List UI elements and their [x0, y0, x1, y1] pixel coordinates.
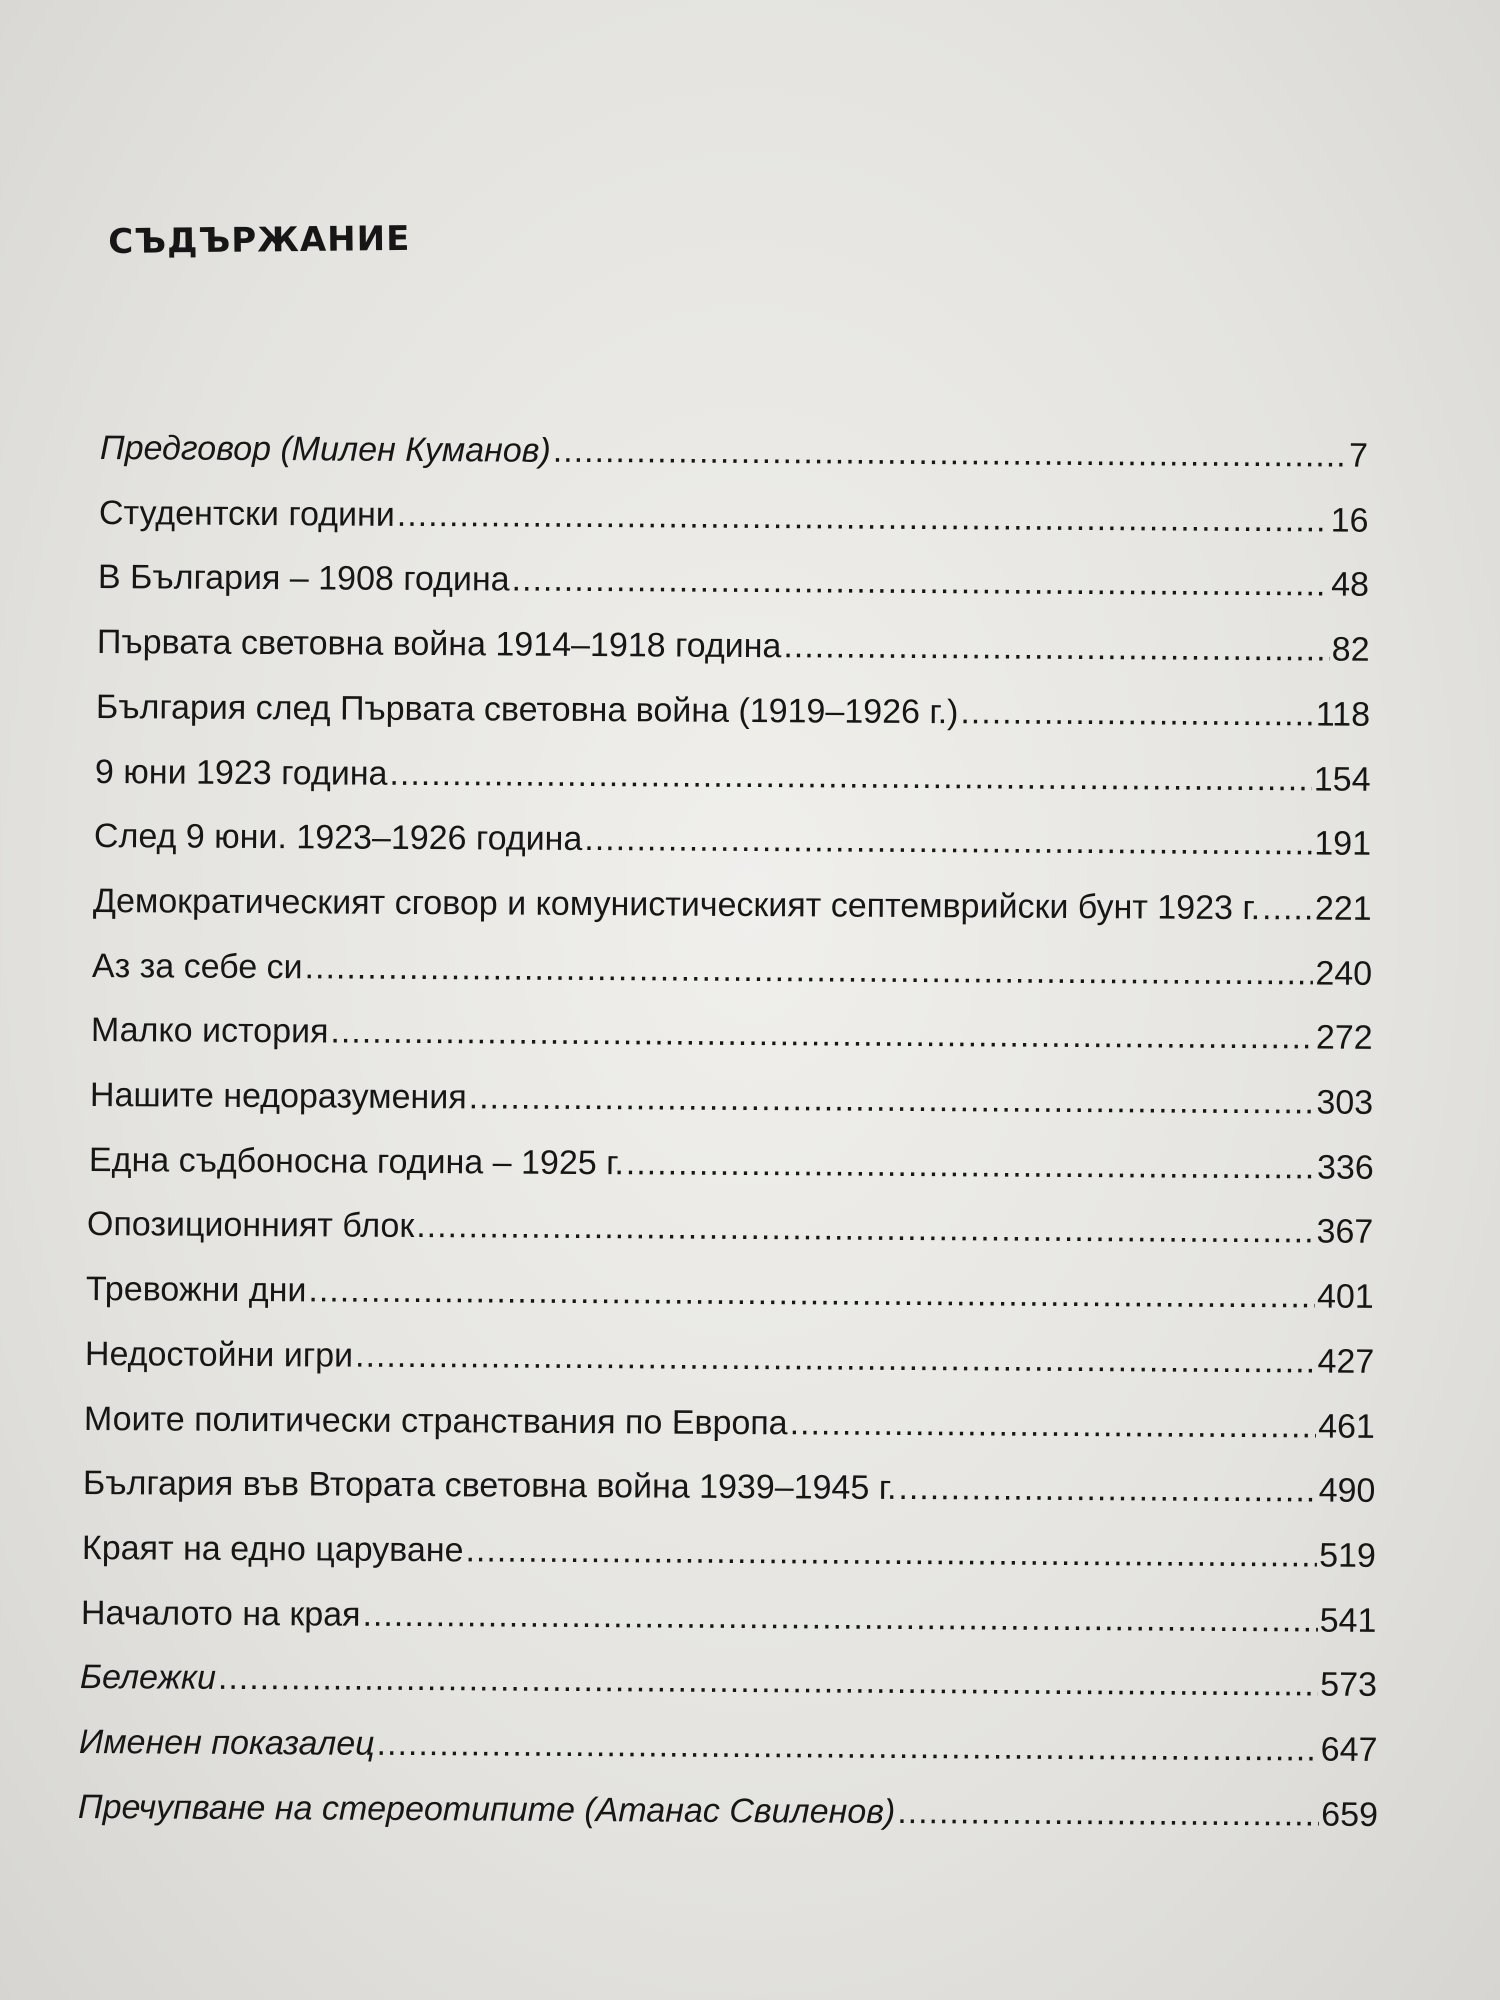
toc-entry — [98, 557, 1369, 605]
toc-entry — [97, 622, 1370, 670]
toc-entry-page: 336 — [1316, 1148, 1374, 1187]
toc-entry-page: 7 — [1348, 436, 1369, 475]
toc-entry — [88, 1140, 1373, 1188]
toc-entry-title: Нашите недоразумения — [89, 1076, 467, 1117]
toc-entry-page: 659 — [1321, 1795, 1379, 1834]
toc-entry-title: Студентски години — [98, 493, 395, 534]
dot-leader — [899, 1468, 1317, 1511]
toc-entry — [96, 687, 1370, 735]
dot-leader — [790, 1403, 1317, 1446]
toc-entry — [91, 946, 1371, 994]
toc-entry-page: 82 — [1331, 630, 1370, 669]
toc-entry — [99, 493, 1369, 541]
toc-entry — [84, 1399, 1375, 1447]
toc-entry — [87, 1204, 1374, 1252]
toc-entry — [95, 752, 1371, 800]
dot-leader — [584, 819, 1312, 863]
toc-entry-page: 490 — [1318, 1471, 1376, 1511]
toc-entry — [89, 1075, 1372, 1123]
toc-entry-page: 48 — [1330, 565, 1369, 605]
dot-leader — [397, 495, 1329, 541]
dot-leader — [468, 1077, 1314, 1122]
dot-leader — [355, 1335, 1316, 1381]
toc-entry-title: Недостойни игри — [85, 1334, 354, 1375]
toc-entry — [86, 1269, 1374, 1317]
dot-leader — [960, 692, 1314, 734]
toc-entry-title: Тревожни дни — [86, 1270, 307, 1310]
dot-leader — [1262, 888, 1313, 928]
toc-entry — [93, 881, 1372, 929]
toc-entry — [90, 1010, 1372, 1058]
toc-entry-page: 519 — [1319, 1536, 1377, 1575]
toc-entry-title: 9 юни 1923 година — [94, 752, 388, 793]
toc-entry-page: 367 — [1316, 1212, 1374, 1252]
toc-entry-title: Една съдбоносна година – 1925 г. — [88, 1140, 624, 1182]
toc-entry-page: 191 — [1313, 824, 1371, 863]
toc-entry-page: 221 — [1314, 889, 1372, 928]
toc-entry-title: След 9 юни. 1923–1926 година — [93, 817, 583, 859]
dot-leader — [625, 1143, 1314, 1187]
toc-entry — [83, 1463, 1376, 1511]
toc-entry-title: В България – 1908 година — [97, 558, 510, 599]
dot-leader — [389, 753, 1312, 799]
toc-entry-page: 154 — [1313, 759, 1371, 799]
toc-entry-title: Бележки — [79, 1658, 217, 1698]
dot-leader — [466, 1530, 1318, 1575]
toc-entry — [80, 1657, 1377, 1705]
toc-entry-page: 303 — [1315, 1083, 1373, 1122]
toc-entry — [94, 816, 1371, 864]
toc-entry-title: Опозиционният блок — [87, 1205, 415, 1246]
toc-entry-title: Моите политически странствания по Европа — [84, 1399, 789, 1442]
dot-leader — [417, 1206, 1316, 1251]
toc-entry-page: 541 — [1319, 1601, 1377, 1640]
dot-leader — [309, 1270, 1316, 1316]
toc-entry-title: България след Първата световна война (1919–1926 г.) — [95, 687, 959, 732]
dot-leader — [897, 1792, 1319, 1835]
toc-entry-title: България във Втората световна война 1939–1945 г. — [83, 1464, 897, 1508]
dot-leader — [362, 1594, 1317, 1640]
toc-entry-title: Първата световна война 1914–1918 година — [96, 623, 782, 666]
toc-entry-page: 118 — [1315, 695, 1370, 734]
dot-leader — [783, 626, 1330, 669]
dot-leader — [330, 1012, 1314, 1058]
toc-entry-title: Краят на едно царуване — [82, 1528, 464, 1570]
toc-entry-title: Демократическият сговор и комунистическият септемврийски бунт 1923 г. — [92, 881, 1260, 928]
dot-leader — [304, 947, 1313, 993]
dot-leader — [376, 1724, 1318, 1770]
toc-entry-page: 573 — [1320, 1665, 1378, 1705]
toc-entry-page: 427 — [1317, 1342, 1375, 1381]
dot-leader — [511, 560, 1329, 605]
toc-heading: СЪДЪРЖАНИЕ — [108, 218, 411, 262]
toc-entry — [82, 1528, 1376, 1576]
toc-entry-title: Малко история — [90, 1011, 329, 1051]
toc-entry-page: 16 — [1330, 501, 1369, 540]
toc-entry-title: Аз за себе си — [91, 946, 303, 986]
toc-entry-title: Началото на края — [80, 1593, 361, 1634]
toc-entry — [78, 1787, 1378, 1835]
toc-entry-title: Предговор (Милен Куманов) — [99, 429, 551, 470]
toc-entry — [79, 1722, 1378, 1770]
toc-entry — [100, 428, 1368, 476]
toc-entry-page: 401 — [1317, 1277, 1375, 1316]
toc-entry-title: Пречупване на стереотипите (Атанас Свиленов) — [77, 1787, 896, 1831]
dot-leader — [553, 431, 1348, 476]
toc-entry-title: Именен показалец — [78, 1723, 375, 1763]
toc-entry — [81, 1593, 1377, 1641]
toc-entry-page: 240 — [1314, 954, 1372, 993]
dot-leader — [218, 1658, 1319, 1705]
toc-entry-page: 272 — [1315, 1018, 1373, 1058]
toc-entry — [85, 1334, 1375, 1382]
toc-entry-page: 461 — [1318, 1407, 1376, 1446]
toc-entry-page: 647 — [1320, 1730, 1378, 1769]
